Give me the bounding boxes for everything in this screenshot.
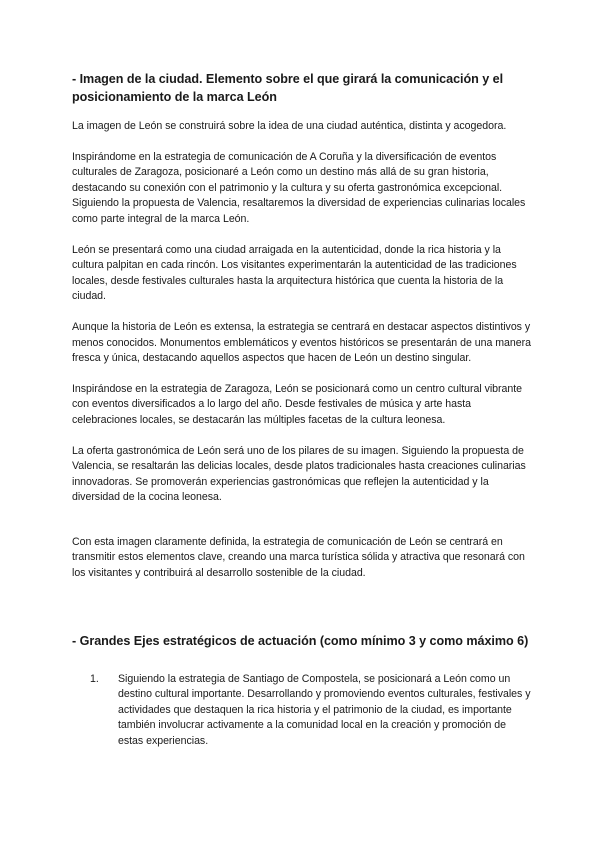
paragraph-culture: Inspirándose en la estrategia de Zaragoza, León se posicionará como un centro cultural vibrante con eventos diversificados a lo largo del año. Desde festivales de música y arte hasta celebraciones locales, se destacarán las múltiples facetas de la cultura leonesa.: [72, 382, 523, 426]
list-item-text: Siguiendo la estrategia de Santiago de Compostela, se posicionará a León como un destino cultural importante. Desarrollando y promoviendo eventos culturales, festivales y actividades que destaquen la rica historia y el patrimonio de la ciudad, es importante también involucrar activamente a la comunidad local en la creación y promoción de estas experiencias.: [118, 672, 531, 748]
paragraph-intro: La imagen de León se construirá sobre la idea de una ciudad auténtica, distinta y acogedora.: [72, 120, 507, 132]
list-item: [72, 672, 532, 750]
section-heading-city-image: - Imagen de la ciudad. Elemento sobre el que girará la comunicación y el posicionamiento de la marca León: [72, 72, 504, 104]
document-page: [72, 70, 532, 750]
strategic-axes-list: [72, 672, 532, 750]
paragraph-history: Aunque la historia de León es extensa, la estrategia se centrará en destacar aspectos distintivos y menos conocidos. Monumentos emblemáticos y eventos históricos se presentarán de una manera fresca y única, destacando aquellos aspectos que hacen de León un destino singular.: [72, 320, 531, 365]
list-item-number: 1.: [90, 672, 99, 685]
paragraph-inspiration: Inspirándome en la estrategia de comunicación de A Coruña y la diversificación de eventos culturales de Zaragoza, posicionaré a León como un destino más allá de su gran historia, destacando su conexión con el patrimonio y la cultura y su oferta gastronómica excepcional. Siguiendo la propuesta de Valencia, resaltaremos la diversidad de experiencias culinarias locales como parte integral de la marca León.: [72, 150, 526, 225]
paragraph-conclusion: Con esta imagen claramente definida, la estrategia de comunicación de León se centrará en transmitir estos elementos clave, creando una marca turística sólida y atractiva que resonará con los visitantes y contribuirá al desarrollo sostenible de la ciudad.: [72, 535, 525, 580]
paragraph-gastronomy: La oferta gastronómica de León será uno de los pilares de su imagen. Siguiendo la propuesta de Valencia, se resaltarán las delicias locales, desde platos tradicionales hasta creaciones culinarias innovadoras. Se promoverán experiencias gastronómicas que reflejen la autenticidad y la diversidad de la cocina leonesa.: [72, 444, 526, 504]
section-heading-strategic-axes: - Grandes Ejes estratégicos de actuación (como mínimo 3 y como máximo 6): [72, 633, 529, 648]
paragraph-authenticity: León se presentará como una ciudad arraigada en la autenticidad, donde la rica historia y la cultura palpitan en cada rincón. Los visitantes experimentarán la autenticidad de las tradiciones locales, desde festivales culturales hasta la arquitectura histórica que cuenta la historia de la ciudad.: [72, 243, 517, 303]
